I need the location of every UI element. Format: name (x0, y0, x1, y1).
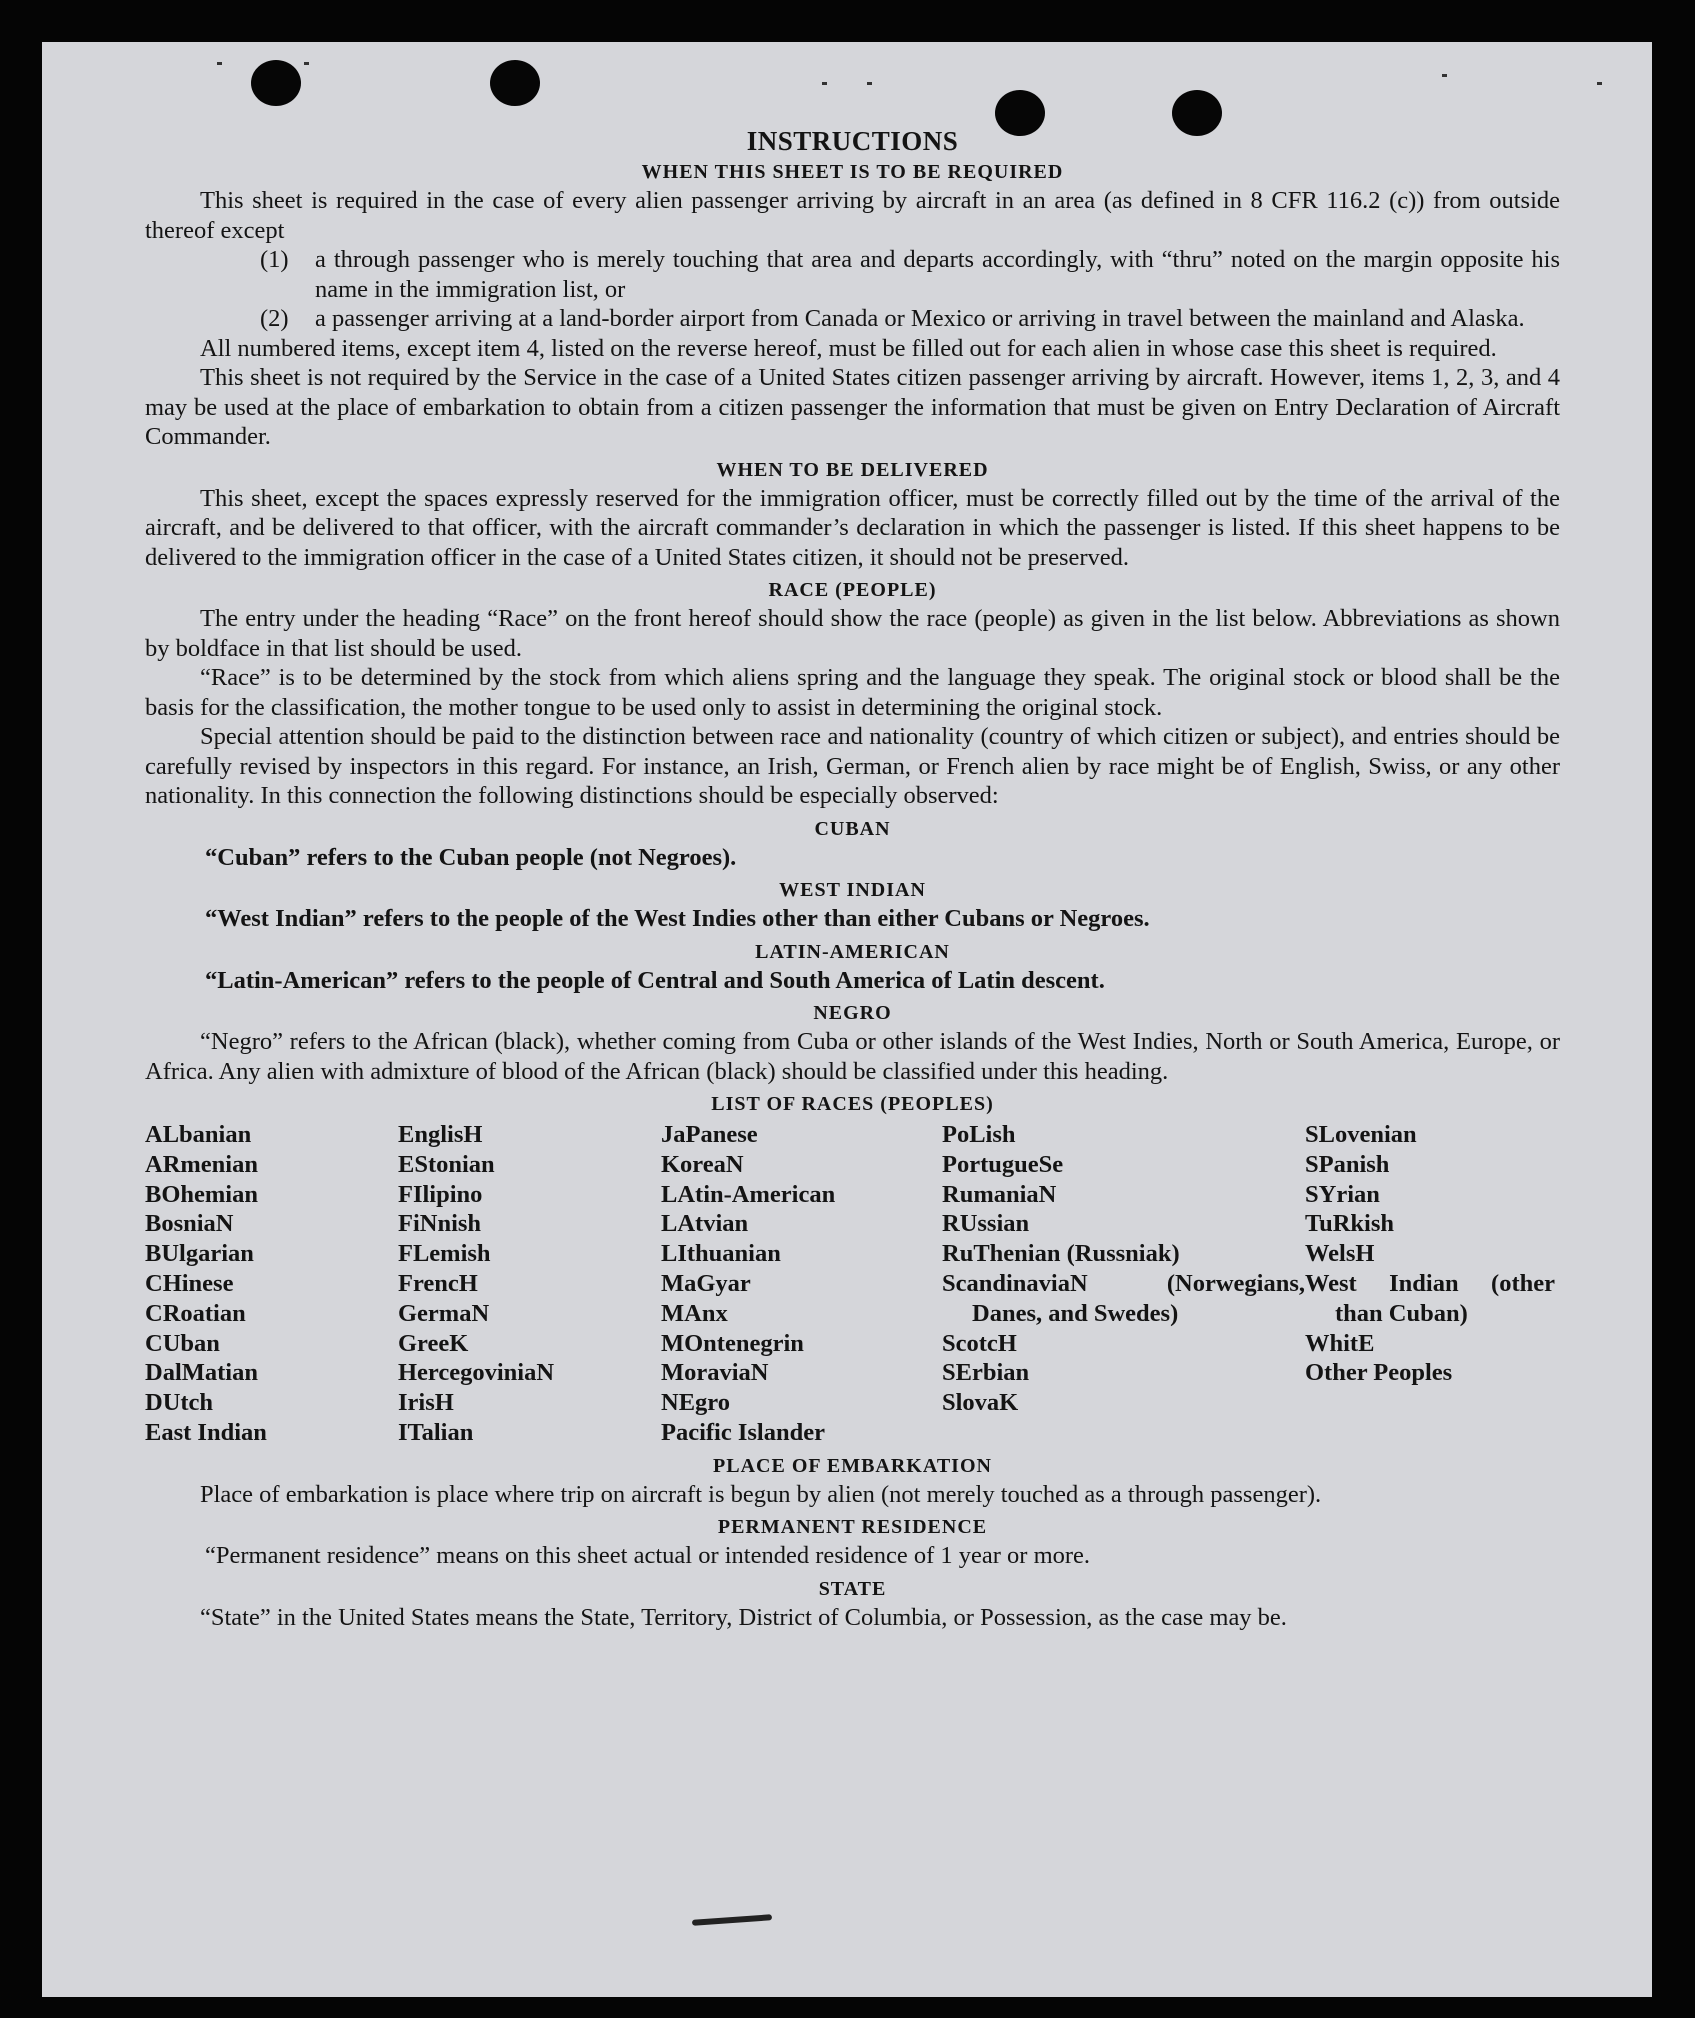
item-number: (2) (260, 305, 289, 332)
race-entry: DUtch (145, 1389, 214, 1417)
race-entry: GermaN (398, 1299, 490, 1327)
race-column (1305, 1120, 1555, 1448)
heading-cuban: CUBAN (814, 817, 891, 840)
heading-negro: NEGRO (813, 1002, 892, 1024)
race-entry: East Indian (145, 1418, 267, 1446)
race-entry: FLemish (398, 1240, 491, 1268)
race-entry: Pacific Islander (661, 1418, 825, 1446)
document-page (42, 42, 1652, 1997)
race-column (661, 1120, 942, 1448)
speck (304, 62, 309, 65)
race-entry: CUban (145, 1329, 220, 1357)
speck (1597, 82, 1602, 85)
item-number: (1) (260, 246, 289, 273)
race-entry: ScandinaviaN (Norwegians, Danes, and Swedes) (942, 1269, 1305, 1327)
speck (217, 62, 222, 65)
race-entry: NEgro (661, 1389, 730, 1417)
race-entry: WhitE (1305, 1329, 1375, 1357)
race-entry: MoraviaN (661, 1359, 769, 1387)
heading-place-of-embarkation: PLACE OF EMBARKATION (713, 1454, 992, 1477)
race-entry: BosniaN (145, 1210, 234, 1238)
race-entry: FrencH (398, 1269, 478, 1297)
heading-when-required: WHEN THIS SHEET IS TO BE REQUIRED (641, 161, 1064, 183)
race-entry: IrisH (398, 1389, 454, 1417)
paragraph: This sheet is required in the case of every alien passenger arriving by aircraft in an area (as defined in 8 CFR 116.2 (c)) from outside thereof except (145, 187, 1560, 244)
race-entry: FIlipino (398, 1180, 483, 1208)
race-entry: BUlgarian (145, 1240, 254, 1268)
instructions-content (145, 124, 1560, 1632)
race-entry: SlovaK (942, 1389, 1019, 1417)
heading-west-indian: WEST INDIAN (779, 879, 926, 901)
item-text: a through passenger who is merely touching that area and departs accordingly, with “thru” noted on the margin opposite his name in the immigration list, or (315, 246, 1560, 303)
race-entry: RumaniaN (942, 1180, 1057, 1208)
race-entry: MAnx (661, 1299, 728, 1327)
race-entry: WelsH (1305, 1240, 1375, 1268)
race-entry: CRoatian (145, 1299, 246, 1327)
race-entry: ARmenian (145, 1150, 258, 1178)
race-column (398, 1120, 661, 1448)
race-entry: SErbian (942, 1359, 1030, 1387)
race-column (942, 1120, 1305, 1448)
paragraph: Special attention should be paid to the distinction between race and nationality (country of which citizen or subject), and entries should be carefully revised by inspectors in this regard. For instance, an Irish, German, or French alien by race might be of English, Swiss, or any other nationality. In this connection the following distinctions should be especially observed: (145, 723, 1560, 809)
definition: “Permanent residence” means on this sheet actual or intended residence of 1 year or more. (205, 1542, 1091, 1570)
race-entry: ALbanian (145, 1121, 252, 1148)
race-entry: SYrian (1305, 1180, 1380, 1208)
race-entry: TuRkish (1305, 1210, 1395, 1238)
speck (1442, 74, 1447, 77)
race-entry: GreeK (398, 1329, 469, 1357)
paragraph: This sheet is not required by the Service in the case of a United States citizen passenger arriving by aircraft. However, items 1, 2, 3, and 4 may be used at the place of embarkation to obtain from a citizen passenger the information that must be given on Entry Declaration of Aircraft Commander. (145, 364, 1560, 450)
definition: “Cuban” refers to the Cuban people (not Negroes). (205, 843, 737, 871)
paragraph: This sheet, except the spaces expressly reserved for the immigration officer, must be correctly filled out by the time of the arrival of the aircraft, and be delivered to that officer, with the aircraft commander’s declaration in which the passenger is listed. If this sheet happens to be delivered to the immigration officer in the case of a United States citizen, it should not be preserved. (145, 484, 1560, 571)
race-entry: FiNnish (398, 1210, 482, 1238)
heading-list-of-races: LIST OF RACES (PEOPLES) (711, 1093, 994, 1115)
race-entry: HercegoviniaN (398, 1359, 555, 1387)
speck (867, 82, 872, 85)
race-entry: PortugueSe (942, 1150, 1064, 1178)
speck (822, 82, 827, 85)
definition: “Latin-American” refers to the people of Central and South America of Latin descent. (205, 966, 1105, 994)
race-entry: LAtin-American (661, 1180, 836, 1208)
race-entry: LAtvian (661, 1210, 749, 1238)
punch-hole (490, 60, 540, 106)
paragraph: All numbered items, except item 4, listed on the reverse hereof, must be filled out for each alien in whose case this sheet is required. (200, 334, 1497, 362)
race-entry: BOhemian (145, 1180, 258, 1208)
heading-when-delivered: WHEN TO BE DELIVERED (716, 458, 989, 481)
heading-permanent-residence: PERMANENT RESIDENCE (717, 1516, 988, 1539)
race-list (145, 1120, 1560, 1448)
race-entry: West Indian (other than Cuban) (1305, 1269, 1555, 1327)
heading-latin-american: LATIN-AMERICAN (755, 940, 950, 963)
race-entry: EnglisH (398, 1121, 483, 1148)
paragraph: “Negro” refers to the African (black), whether coming from Cuba or other islands of the West Indies, North or South America, Europe, or Africa. Any alien with admixture of blood of the African (black) should be classified under this heading. (145, 1028, 1560, 1085)
race-entry: KoreaN (661, 1150, 744, 1178)
heading-state: STATE (818, 1577, 887, 1600)
race-entry: JaPanese (661, 1121, 758, 1148)
paragraph: The entry under the heading “Race” on the front hereof should show the race (people) as given in the list below. Abbreviations as shown by boldface in that list should be used. (145, 605, 1560, 662)
paragraph: “Race” is to be determined by the stock from which aliens spring and the language they speak. The original stock or blood shall be the basis for the classification, the mother tongue to be used only to assist in determining the original stock. (145, 664, 1560, 721)
race-entry: ScotcH (942, 1329, 1017, 1357)
list-item (260, 245, 1560, 304)
race-entry: RUssian (942, 1210, 1030, 1238)
list-item (260, 304, 1560, 334)
race-entry: ITalian (398, 1418, 474, 1446)
race-entry: SLovenian (1305, 1121, 1417, 1148)
smudge (692, 1914, 772, 1926)
race-entry: MaGyar (661, 1269, 751, 1297)
race-entry: Other Peoples (1305, 1359, 1453, 1387)
race-entry: EStonian (398, 1150, 495, 1178)
race-column (145, 1120, 398, 1448)
paragraph: “State” in the United States means the State, Territory, District of Columbia, or Possession, as the case may be. (200, 1603, 1287, 1631)
page-title: INSTRUCTIONS (746, 126, 959, 156)
race-entry: RuThenian (Russniak) (942, 1240, 1180, 1268)
race-entry: MOntenegrin (661, 1329, 804, 1357)
item-text: a passenger arriving at a land-border airport from Canada or Mexico or arriving in travel between the mainland and Alaska. (315, 305, 1525, 332)
race-entry: DalMatian (145, 1359, 258, 1387)
definition: “West Indian” refers to the people of the West Indies other than either Cubans or Negroes. (205, 905, 1150, 932)
paragraph: Place of embarkation is place where trip on aircraft is begun by alien (not merely touched as a through passenger). (200, 1480, 1322, 1508)
race-entry: LIthuanian (661, 1240, 781, 1268)
heading-race: RACE (PEOPLE) (768, 579, 937, 601)
race-entry: PoLish (942, 1121, 1016, 1148)
punch-hole (251, 60, 301, 106)
race-entry: CHinese (145, 1269, 234, 1297)
race-entry: SPanish (1305, 1150, 1390, 1178)
